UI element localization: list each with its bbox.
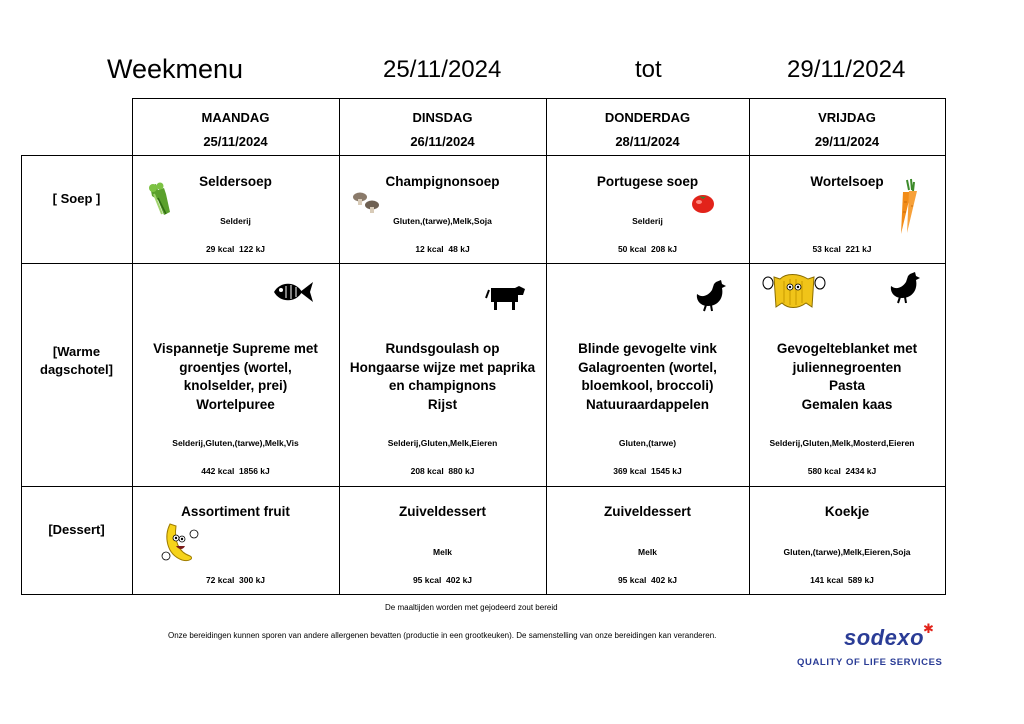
soup-kcal-thursday: 50 kcal 208 kJ <box>617 244 678 254</box>
dessert-dish-monday: Assortiment fruit <box>181 504 290 519</box>
dessert-kcal-friday: 141 kcal 589 kJ <box>810 575 874 585</box>
cow-icon <box>485 280 527 312</box>
warm-allergens-monday: Selderij,Gluten,(tarwe),Melk,Vis <box>172 438 299 448</box>
warm-line: Blinde gevogelte vink <box>578 341 717 356</box>
soup-kcal-friday: 53 kcal 221 kJ <box>812 244 872 254</box>
end-date: 29/11/2024 <box>787 56 906 83</box>
pasta-icon <box>762 271 826 311</box>
soup-dish-friday: Wortelsoep <box>810 174 884 189</box>
warm-line: en champignons <box>388 378 497 393</box>
day-name-friday: VRIJDAG <box>818 110 876 125</box>
warm-line: Natuuraardappelen <box>585 396 710 412</box>
soup-dish-monday: Seldersoep <box>199 174 272 189</box>
warm-line: juliennegroenten <box>792 359 902 375</box>
warm-kcal-friday: 580 kcal 2434 kJ <box>807 466 877 476</box>
dessert-dish-tuesday: Zuiveldessert <box>398 504 487 519</box>
soup-kcal-tuesday: 12 kcal 48 kJ <box>415 244 470 254</box>
warm-dish-monday <box>132 340 339 414</box>
warm-line: Gevogelteblanket met <box>776 341 918 356</box>
row-label-soup: [ Soep ] <box>52 191 101 206</box>
day-name-monday: MAANDAG <box>201 110 270 125</box>
warm-line: bloemkool, broccoli) <box>581 378 714 393</box>
dessert-kcal-thursday: 95 kcal 402 kJ <box>617 575 678 585</box>
logo-wordmark: sodexo <box>844 625 925 650</box>
warm-kcal-monday: 442 kcal 1856 kJ <box>201 466 270 476</box>
row-label-dessert: [Dessert] <box>48 522 105 537</box>
warm-line: Pasta <box>828 378 866 393</box>
warm-line: Wortelpuree <box>196 396 275 412</box>
allergen-note: Onze bereidingen kunnen sporen van andere allergenen bevatten (productie in een grootkeuken). De samenstelling van onze bereidingen kan veranderen. <box>168 631 717 640</box>
warm-kcal-thursday: 369 kcal 1545 kJ <box>613 466 682 476</box>
warm-line: Galagroenten (wortel, <box>578 359 717 375</box>
logo-tagline: QUALITY OF LIFE SERVICES <box>797 657 943 668</box>
warm-line: Rijst <box>427 396 458 412</box>
warm-line: Vispannetje Supreme met <box>153 341 318 356</box>
dessert-dish-thursday: Zuiveldessert <box>603 504 692 519</box>
soup-allergens-thursday: Selderij <box>632 216 663 226</box>
dessert-kcal-monday: 72 kcal 300 kJ <box>205 575 266 585</box>
warm-allergens-thursday: Gluten,(tarwe) <box>618 438 677 448</box>
warm-line: Gemalen kaas <box>801 396 893 412</box>
banana-icon <box>160 520 202 564</box>
start-date: 25/11/2024 <box>383 56 502 83</box>
tomato-icon <box>690 192 716 214</box>
soup-allergens-tuesday: Gluten,(tarwe),Melk,Soja <box>393 216 492 226</box>
dessert-allergens-thursday: Melk <box>638 547 657 557</box>
celery-icon <box>144 182 176 218</box>
soup-dish-tuesday: Champignonsoep <box>385 174 500 189</box>
dessert-kcal-tuesday: 95 kcal 402 kJ <box>412 575 473 585</box>
star-icon: ✱ <box>923 621 934 636</box>
warm-dish-friday <box>749 340 945 414</box>
page-title: Weekmenu <box>107 54 244 84</box>
row-label-warm: [Warme dagschotel] <box>40 344 113 377</box>
dessert-allergens-tuesday: Melk <box>433 547 452 557</box>
day-name-thursday: DONDERDAG <box>604 110 691 125</box>
mushroom-icon <box>352 190 380 214</box>
warm-allergens-friday: Selderij,Gluten,Melk,Mosterd,Eieren <box>769 438 915 448</box>
warm-line: groentjes (wortel, <box>179 359 292 375</box>
warm-dish-thursday <box>546 340 749 414</box>
warm-dish-tuesday <box>339 340 546 414</box>
soup-allergens-monday: Selderij <box>220 216 251 226</box>
warm-allergens-tuesday: Selderij,Gluten,Melk,Eieren <box>387 438 498 448</box>
day-date-thursday: 28/11/2024 <box>615 134 680 149</box>
carrot-icon <box>893 178 923 236</box>
warm-line: Rundsgoulash op <box>385 341 500 356</box>
range-separator: tot <box>635 56 662 83</box>
salt-note: De maaltijden worden met gejodeerd zout bereid <box>385 603 558 612</box>
chicken-icon <box>694 278 728 312</box>
warm-line: Hongaarse wijze met paprika <box>349 359 536 375</box>
soup-kcal-monday: 29 kcal 122 kJ <box>205 244 266 254</box>
day-name-tuesday: DINSDAG <box>412 110 473 125</box>
day-date-friday: 29/11/2024 <box>814 134 880 149</box>
dessert-allergens-friday: Gluten,(tarwe),Melk,Eieren,Soja <box>783 547 911 557</box>
dessert-dish-friday: Koekje <box>824 504 870 519</box>
day-date-tuesday: 26/11/2024 <box>410 134 475 149</box>
chicken-icon <box>888 270 922 304</box>
day-date-monday: 25/11/2024 <box>203 134 268 149</box>
warm-line: knolselder, prei) <box>183 378 288 393</box>
soup-dish-thursday: Portugese soep <box>596 174 699 189</box>
warm-kcal-tuesday: 208 kcal 880 kJ <box>410 466 475 476</box>
fish-icon <box>270 278 314 306</box>
